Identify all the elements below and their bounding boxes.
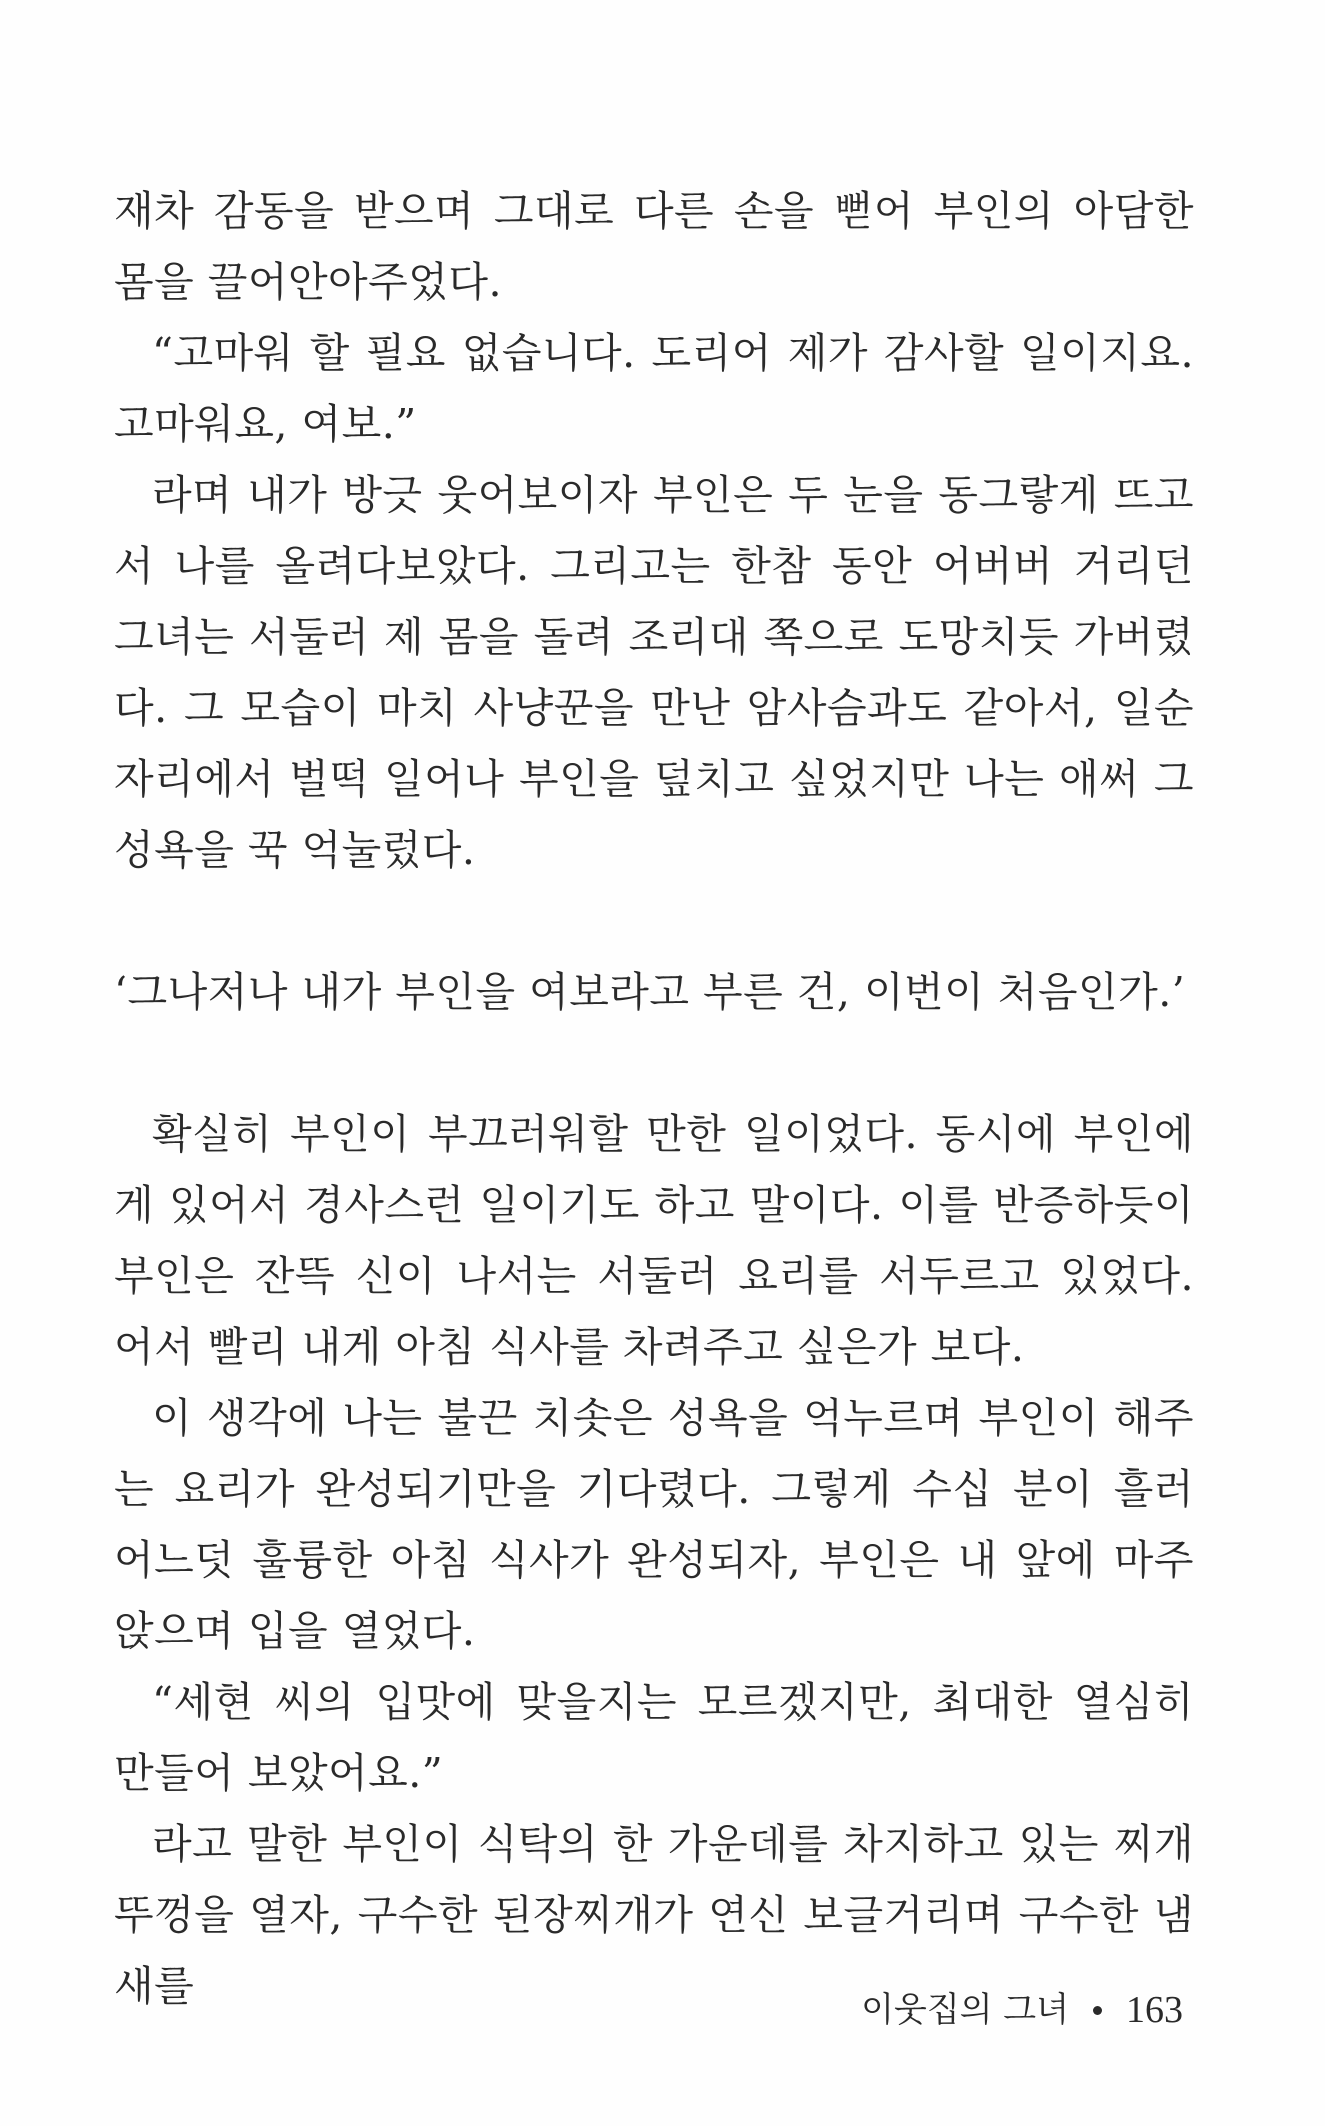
bullet-separator-icon: [1093, 2006, 1102, 2015]
paragraph-4: 확실히 부인이 부끄러워할 만한 일이었다. 동시에 부인에게 있어서 경사스런 일이기도 하고 말이다. 이를 반증하듯이 부인은 잔뜩 신이 나서는 서둘러 요리를 서두르고 있었다. 어서 빨리 내게 아침 식사를 차려주고 싶은가 보다.: [114, 1110, 1194, 1371]
paragraph-3: 라며 내가 방긋 웃어보이자 부인은 두 눈을 동그랗게 뜨고서 나를 올려다보았다. 그리고는 한참 동안 어버버 거리던 그녀는 서둘러 제 몸을 돌려 조리대 쪽으로 도망치듯 가버렸다. 그 모습이 마치 사냥꾼을 만난 암사슴과도 같아서, 일순 자리에서 벌떡 일어나 부인을 덮치고 싶었지만 나는 애써 그 성욕을 꾹 억눌렀다.: [114, 471, 1194, 874]
paragraph-5: 이 생각에 나는 불끈 치솟은 성욕을 억누르며 부인이 해주는 요리가 완성되기만을 기다렸다. 그렇게 수십 분이 흘러 어느덧 훌륭한 아침 식사가 완성되자, 부인은 내 앞에 마주 앉으며 입을 열었다.: [114, 1394, 1194, 1655]
inner-thought: ‘그나저나 내가 부인을 여보라고 부른 건, 이번이 처음인가.’: [114, 968, 1186, 1016]
running-title: 이웃집의 그녀: [861, 1990, 1069, 2030]
paragraph-1: 재차 감동을 받으며 그대로 다른 손을 뻗어 부인의 아담한 몸을 끌어안아주었다.: [114, 187, 1194, 306]
paragraph-7: 라고 말한 부인이 식탁의 한 가운데를 차지하고 있는 찌개 뚜껑을 열자, 구수한 된장찌개가 연신 보글거리며 구수한 냄새를: [114, 1820, 1194, 2010]
paragraph-6: “세현 씨의 입맛에 맞을지는 모르겠지만, 최대한 열심히 만들어 보았어요.”: [114, 1678, 1194, 1797]
paragraph-2: “고마워 할 필요 없습니다. 도리어 제가 감사할 일이지요. 고마워요, 여보.”: [114, 329, 1194, 448]
page-body: [114, 176, 1194, 2022]
page-number: 163: [1126, 1989, 1183, 2031]
page-footer: [861, 1985, 1183, 2035]
